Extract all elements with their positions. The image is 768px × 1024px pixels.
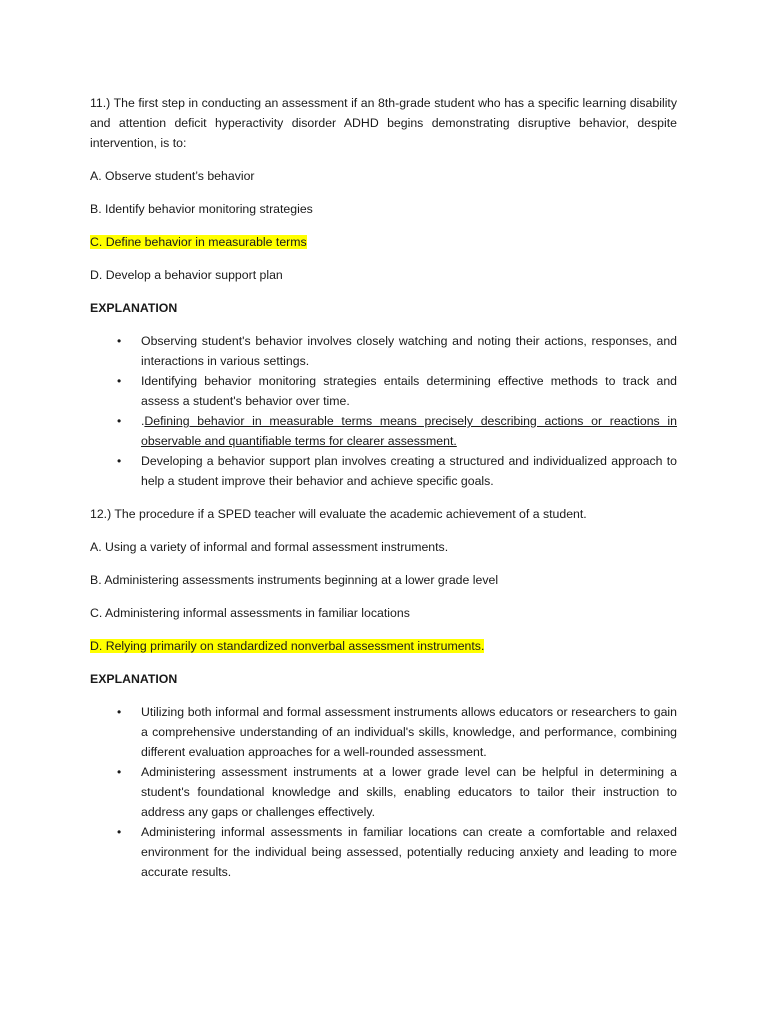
q11-option-a [90, 166, 677, 186]
q12-explanation-heading: EXPLANATION [90, 672, 178, 686]
q11-explanation-prefix: . [141, 414, 145, 428]
q12-explanation-item [90, 702, 677, 762]
document-page [90, 93, 677, 895]
bullet-icon: • [117, 705, 122, 719]
bullet-icon: • [117, 374, 122, 388]
q12-explanation-text: Utilizing both informal and formal assessment instruments allows educators or researchers to gain a comprehensive understanding of an individual's skills, knowledge, and performance, combining different evaluation approaches for a well-rounded assessment. [141, 705, 677, 759]
q11-explanation-heading: EXPLANATION [90, 301, 178, 315]
q11-option-c-highlighted-answer: C. Define behavior in measurable terms [90, 235, 307, 249]
q12-option-c [90, 603, 677, 623]
q11-option-c [90, 232, 677, 252]
q11-explanation-item [90, 451, 677, 491]
q12-option-d [90, 636, 677, 656]
q11-explanation-item [90, 411, 677, 451]
q11-explanation-text-underlined: Defining behavior in measurable terms means precisely describing actions or reactions in observable and quantifiable terms for clearer assessment. [141, 414, 677, 448]
bullet-icon: • [117, 334, 122, 348]
q11-option-a-label: A. Observe student’s behavior [90, 169, 255, 183]
bullet-icon: • [117, 765, 122, 779]
q12-option-b [90, 570, 677, 590]
q12-option-b-label: B. Administering assessments instruments beginning at a lower grade level [90, 573, 499, 587]
q11-option-d [90, 265, 677, 285]
q11-explanation-item [90, 371, 677, 411]
q11-explanation-item [90, 331, 677, 371]
q12-option-d-highlighted-answer: D. Relying primarily on standardized nonverbal assessment instruments. [90, 639, 485, 653]
bullet-icon: • [117, 825, 122, 839]
q11-option-d-label: D. Develop a behavior support plan [90, 268, 283, 282]
q11-option-b [90, 199, 677, 219]
bullet-icon: • [117, 454, 122, 468]
q11-explanation-text: Developing a behavior support plan involves creating a structured and individualized approach to help a student improve their behavior and achieve specific goals. [141, 454, 677, 488]
q11-explanation-text: Identifying behavior monitoring strategies entails determining effective methods to track and assess a student's behavior over time. [141, 374, 677, 408]
q12-explanation-text: Administering informal assessments in familiar locations can create a comfortable and relaxed environment for the individual being assessed, potentially reducing anxiety and leading to more accurate results. [141, 825, 677, 879]
question-11-text: 11.) The first step in conducting an assessment if an 8th-grade student who has a specific learning disability and attention deficit hyperactivity disorder ADHD begins demonstrating disruptive behavior, despite intervention, is to: [90, 96, 677, 150]
q12-option-c-label: C. Administering informal assessments in familiar locations [90, 606, 410, 620]
q11-explanation-list [90, 331, 677, 491]
q11-option-b-label: B. Identify behavior monitoring strategies [90, 202, 313, 216]
question-12-text: 12.) The procedure if a SPED teacher will evaluate the academic achievement of a student. [90, 507, 587, 521]
q12-explanation-item [90, 822, 677, 882]
q12-explanation-list [90, 702, 677, 882]
q12-explanation-item [90, 762, 677, 822]
q12-explanation-text: Administering assessment instruments at a lower grade level can be helpful in determining a student's foundational knowledge and skills, enabling educators to tailor their instruction to address any gaps or challenges effectively. [141, 765, 677, 819]
q12-option-a [90, 537, 677, 557]
q11-explanation-text: Observing student's behavior involves closely watching and noting their actions, responses, and interactions in various settings. [141, 334, 677, 368]
q12-option-a-label: A. Using a variety of informal and formal assessment instruments. [90, 540, 449, 554]
bullet-icon: • [117, 414, 122, 428]
